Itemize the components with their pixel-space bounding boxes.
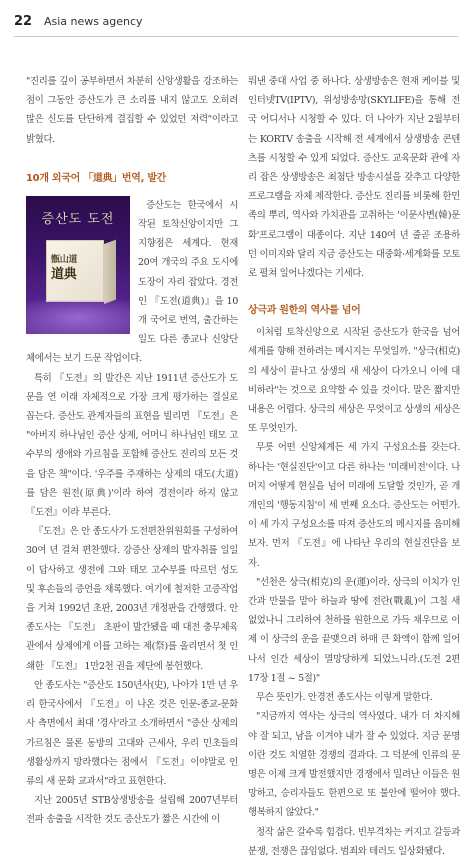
body-paragraph: 『도전』은 안 종도사가 도전편찬위원회를 구성하여 30여 년 걸쳐 편찬했다. 강증산 상제의 발자취를 일일이 답사하고 생전에 그와 태모 고수부를 따르던 성도 및 후손들의 증언을 채록했다. 여기에 철저한 고증작업을 거쳐 1992년 초판, 2003년 개정판을 간행했다. 안 종도사는 『도전』 초판이 발간됐을 때 대전 충무체육관에서 상제에게 이를 고하는 제(祭)를 올리면서 첫 인쇄한 『도전』 1만2천 권을 제단에 봉헌했다. xyxy=(26,526,238,672)
body-paragraph: 뤄낸 중대 사업 중 하나다. 상생방송은 현재 케이블 및 인터넷TV(IPTV), 위성방송망(SKYLIFE)을 통해 전국 어디서나 시청할 수 있다. 더 나아가 지난 2월부터는 KORTV 송출을 시작해 전 세계에서 상생방송 콘텐츠를 시청할 수 있게 되었다. 증산도 교육문화 관에 자리 잡은 상생방송은 최첨단 방송시설을 갖추고 다양한 프로그램을 자체 제작한다. 증산도 진리를 비롯해 한민족의 뿌리, 역사와 가치관을 고취하는 '이문사변(韓)문화'프로그램이 대종이다. 지난 140여 년 줄곧 조용하던 이미지와 달리 지금 증산도는 대중화·세계화를 모토로 펼쳐 일어나겠다는 기세다. xyxy=(248,76,460,280)
page-number: 22 xyxy=(14,14,33,29)
right-column xyxy=(248,72,460,861)
book-box-side xyxy=(104,239,116,303)
body-paragraph: 안 종도사는 "증산도 150년사(史), 나아가 1만 년 우리 한국사에서 『도전』이 나온 것은 인문-종교-문화사 측면에서 최대 '경사'라고 소개하면서 "증산 상제의 가르침은 물론 동방의 고대와 근세사, 우리 민초들의 생활상까지 망라했다는 점에서 『도전』이야말로 인류의 새 문화 교과서"라고 표현한다. xyxy=(26,679,239,787)
body-paragraph: 무슨 뜻인가. 안경전 종도사는 이렇게 말한다. xyxy=(256,692,433,704)
body-paragraph: 증산도는 한국에서 시작된 토착신앙이지만 그 지향점은 세계다. 현재 20여 개국의 주요 도시에 도장이 자리 잡았다. 경전인 『도전(道典)』을 10개 국어로 번역, 출간하는 일도 다른 종교나 신앙단체에서는 보기 드문 작업이다. xyxy=(26,199,238,365)
body-paragraph: 정작 삶은 갈수록 힘겹다. 빈부격차는 커지고 갈등과 분쟁, 전쟁은 끊임없다. 범죄와 테러도 일상화됐다. xyxy=(248,826,460,857)
book-box xyxy=(46,240,104,302)
book-cover-glow xyxy=(26,300,130,334)
book-cover-title: 증산도 도전 xyxy=(41,211,115,227)
body-paragraph: "선천은 상극(相克)의 운(運)이라. 상극의 이치가 인간과 만물을 맡아 하늘과 땅에 전란(戰亂)이 그칠 새 없었나니 그리하여 천하를 원한으로 가득 채우므로 이제 이 상극의 운을 끝맺으려 하매 큰 화액이 함께 일어나서 인간 세상이 멸망당하게 되었느니라.(도전 2편 17장 1절 ~ 5절)" xyxy=(248,576,460,684)
intro-paragraph: "진리를 깊이 공부하면서 차분히 신앙생활을 강조하는 점이 그동안 증산도가 큰 소리를 내지 않고도 오히려 많은 신도를 단단하게 결집할 수 있었던 저력"이라고 밝혔다. xyxy=(26,76,238,145)
publication-name: Asia news agency xyxy=(44,15,143,28)
header-divider xyxy=(14,36,458,37)
book-label-big: 道典 xyxy=(51,266,77,282)
section-title-translation: 10개 외국어 「道典」번역, 발간 xyxy=(26,172,167,184)
section-title-history: 상극과 원한의 역사를 넘어 xyxy=(248,305,361,317)
body-paragraph: 특히 『도전』의 발간은 지난 1911년 증산도가 도문을 연 이래 자체적으로 가장 크게 평가하는 결실로 꼽는다. 증산도 관계자들의 표현을 빌리면 『도전』은 "아버지 하나님인 증산 상제, 어머니 하나님인 태모 고수부의 생애와 가르침을 포함해 증산도 진리의 모든 것을 담은 책"이다. '우주를 주재하는 상제의 대도(大道)를 담은 원전(原典)'이라 하여 경전이라 하지 않고 『도전』이라 부른다. xyxy=(26,372,238,519)
body-paragraph: 무릇 어떤 신앙체계든 세 가지 구성요소를 갖는다. 하나는 '현실진단'이고 다른 하나는 '미래비전'이다. 나머지 어떻게 현실을 넘어 미래에 도달할 것인가, 곧 개개인의 '행동지침'이 세 번째 요소다. 증산도는 어떤가. 이 세 가지 구성요소를 따져 증산도의 메시지를 음미해 보자. 먼저 『도전』에 나타난 우리의 현실진단을 보자. xyxy=(248,442,460,569)
book-label-small: 甑山道 xyxy=(51,254,78,265)
dojeon-book-cover-image xyxy=(26,196,130,334)
body-paragraph: 이처럼 토착신앙으로 시작된 증산도가 한국을 넘어 세계를 향해 전하려는 메시지는 무엇일까. "상극(相克)의 세상이 끝나고 상생의 새 세상이 다가오니 이에 대비하라"는 것으로 요약할 수 있을 것이다. 말은 짧지만 내용은 어렵다. 상극의 세상은 무엇이고 상생의 세상은 또 무엇인가. xyxy=(248,327,460,435)
body-paragraph: "지금까지 역사는 상극의 역사였다. 내가 더 차지해야 잘 되고, 남을 이겨야 내가 잘 수 있었다. 지금 문명이란 것도 치열한 경쟁의 결과다. 그 덕분에 인류의 문명은 이제 크게 발전했지만 경쟁에서 밀려난 이들은 원망하고, 승리자들도 한편으로 또 불안에 떨어야 했다. 행복하지 않았다." xyxy=(248,711,460,819)
left-column xyxy=(26,72,238,830)
body-paragraph: 지난 2005년 STB상생방송을 설립해 2007년부터 전파 송출을 시작한 것도 증산도가 짧은 시간에 이 xyxy=(26,795,238,826)
page-header xyxy=(0,0,472,44)
